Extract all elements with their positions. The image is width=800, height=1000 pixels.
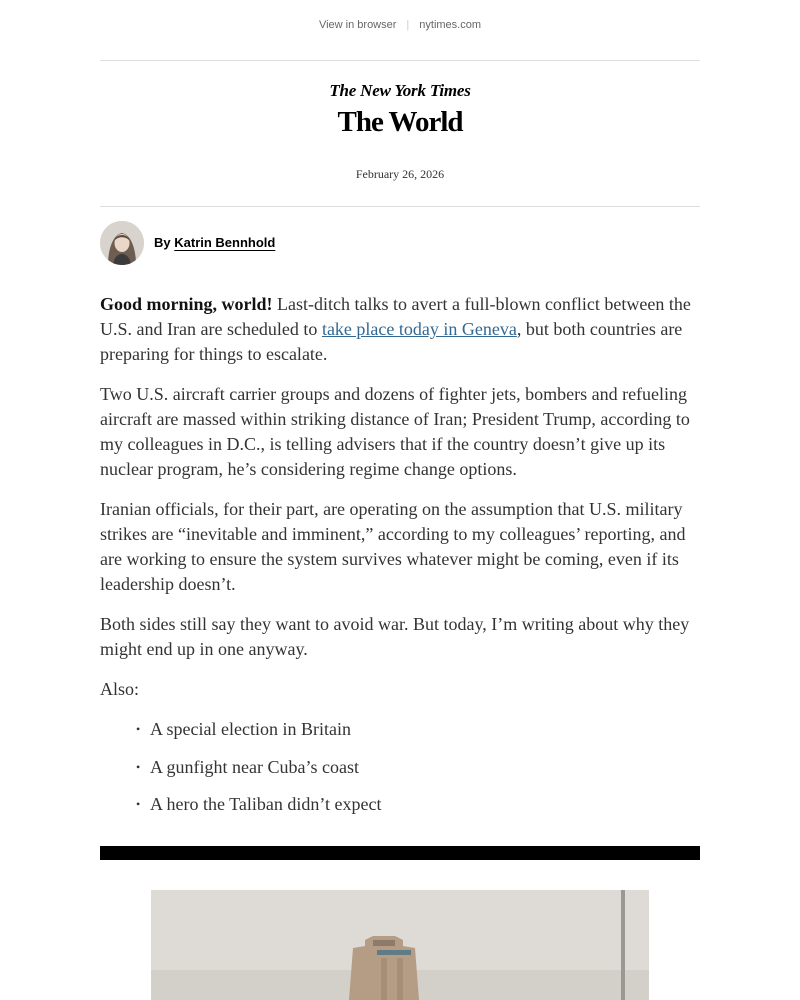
nytimes-link[interactable]: nytimes.com (419, 19, 482, 31)
byline (100, 207, 700, 292)
list-item-text: A hero the Taliban didn’t expect (150, 794, 382, 814)
author-avatar (100, 221, 144, 265)
section-divider-bar (100, 846, 700, 860)
newsletter-title: The World (337, 106, 463, 138)
tower-photo-icon (151, 890, 649, 1000)
list-item-text: A special election in Britain (150, 719, 351, 739)
newsletter-date: February 26, 2026 (355, 167, 445, 181)
article-body (100, 292, 700, 817)
list-item (136, 717, 700, 742)
list-item-text: A gunfight near Cuba’s coast (150, 756, 359, 777)
list-item (136, 755, 700, 780)
email-container (100, 0, 700, 1000)
lead-photo[interactable] (151, 890, 649, 1000)
list-item (136, 792, 700, 817)
also-list (136, 717, 700, 817)
intro-text-a: Last-ditch talks to avert a full-blown conflict between the U.S. and Iran are scheduled to (100, 294, 691, 339)
also-heading: Also: (100, 679, 140, 699)
author-portrait-icon (100, 221, 144, 265)
intro-text-b: , but both countries are preparing for things to escalate. (100, 319, 683, 364)
paragraph-intro (100, 292, 700, 367)
paragraph-2: Two U.S. aircraft carrier groups and dozens of fighter jets, bombers and refueling aircraft are massed within striking distance of Iran; President Trump, according to my colleagues in D.C., is telling advisers that if the country doesn’t give up its nuclear program, he’s considering regime change options. (100, 384, 690, 479)
nyt-logo[interactable]: The New York Times (329, 81, 471, 100)
masthead (100, 61, 700, 206)
bullet-icon: • (136, 759, 141, 774)
view-in-browser-link[interactable]: View in browser (318, 19, 397, 31)
greeting: Good morning, world! (100, 294, 273, 314)
byline-text (154, 235, 275, 250)
geneva-talks-link[interactable]: take place today in Geneva (321, 319, 517, 339)
paragraph-4: Both sides still say they want to avoid war. But today, I’m writing about why they might end up in one anyway. (100, 614, 690, 659)
bullet-icon: • (136, 797, 141, 811)
bullet-icon: • (136, 722, 141, 736)
paragraph-3: Iranian officials, for their part, are operating on the assumption that U.S. military strikes are “inevitable and imminent,” according to my colleagues’ reporting, and are working to ensure the system survives whatever might be coming, even if its leadership doesn’t. (100, 499, 686, 594)
link-separator: | (406, 19, 410, 31)
top-links (100, 0, 700, 60)
byline-prefix: By (154, 235, 171, 250)
author-link[interactable]: Katrin Bennhold (174, 235, 276, 250)
